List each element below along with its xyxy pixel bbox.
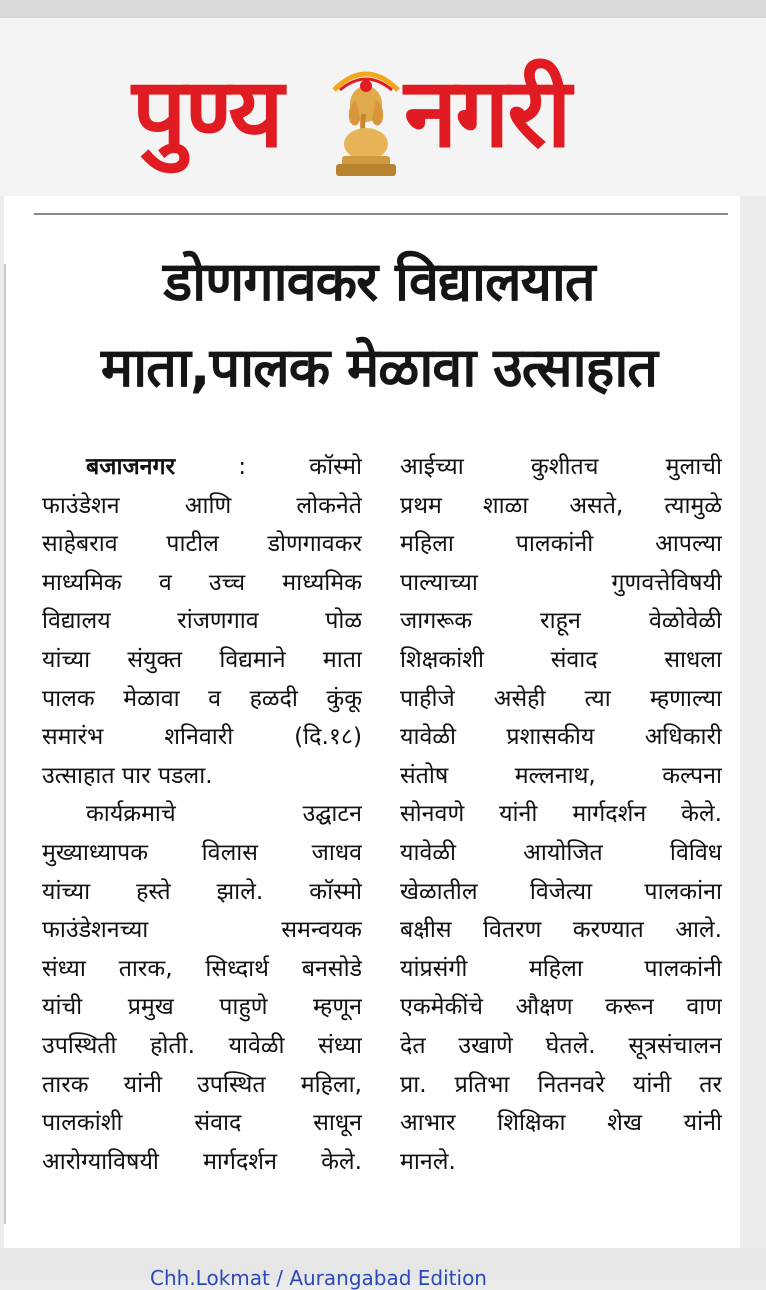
edition-caption-link[interactable]: Chh.Lokmat / Aurangabad Edition xyxy=(150,1266,487,1290)
article-line: फाउंडेशन आणि लोकनेते xyxy=(42,491,362,519)
masthead xyxy=(0,18,766,196)
article-line: तारक यांनी उपस्थित महिला, xyxy=(42,1070,362,1098)
article-line: यावेळी आयोजित विविध xyxy=(400,838,722,866)
logo-text-left: पुण्य xyxy=(132,57,282,169)
article-line: पालकांशी संवाद साधून xyxy=(42,1109,362,1137)
top-divider xyxy=(34,213,728,215)
article-line: माध्यमिक व उच्च माध्यमिक xyxy=(42,568,362,596)
headline-line-1: डोणगावकर विद्यालयात xyxy=(163,250,595,313)
article-line: सोनवणे यांनी मार्गदर्शन केले. xyxy=(400,800,722,828)
article-line-text: : कॉस्मो xyxy=(175,453,362,480)
article-line: बक्षीस वितरण करण्यात आले. xyxy=(400,916,722,944)
article-line: एकमेकींचे औक्षण करून वाण xyxy=(400,993,722,1021)
article-line: मुख्याध्यापक विलास जाधव xyxy=(42,838,362,866)
article-line: प्रथम शाळा असते, त्यामुळे xyxy=(400,491,722,519)
article-line: फाउंडेशनच्या समन्वयक xyxy=(42,916,362,944)
article-line: पाल्याच्या गुणवत्तेविषयी xyxy=(400,568,722,596)
news-clipping xyxy=(4,196,740,1248)
article-line: पाहीजे असेही त्या म्हणाल्या xyxy=(400,684,722,712)
article-line: संतोष मल्लनाथ, कल्पना xyxy=(400,761,722,789)
left-divider xyxy=(4,264,6,1224)
article-line: आईच्या कुशीतच मुलाची xyxy=(400,453,722,480)
article-line: आभार शिक्षिका शेख यांनी xyxy=(400,1109,722,1137)
top-strip xyxy=(0,0,766,18)
article-column-left xyxy=(42,448,362,1181)
article-line: पालक मेळावा व हळदी कुंकू xyxy=(42,684,362,712)
headline-line-2: माता,पालक मेळावा उत्साहात xyxy=(100,336,658,399)
article-line: जागरूक राहून वेळोवेळी xyxy=(400,607,722,635)
article-line: समारंभ शनिवारी (दि.१८) xyxy=(42,723,362,751)
article-line: संध्या तारक, सिध्दार्थ बनसोडे xyxy=(42,954,362,982)
article-line: मानले. xyxy=(400,1147,456,1175)
article-line: विद्यालय रांजणगाव पोळ xyxy=(42,607,362,635)
article-line: देत उखाणे घेतले. सूत्रसंचालन xyxy=(400,1031,722,1059)
article-line: यांची प्रमुख पाहुणे म्हणून xyxy=(42,993,362,1021)
article-line: आरोग्याविषयी मार्गदर्शन केले. xyxy=(42,1147,362,1175)
article-line: यांप्रसंगी महिला पालकांनी xyxy=(400,954,722,982)
article-line xyxy=(42,448,362,487)
article-line: यांच्या संयुक्त विद्यमाने माता xyxy=(42,645,362,673)
article-line: महिला पालकांनी आपल्या xyxy=(400,530,722,558)
article-line: खेळातील विजेत्या पालकांना xyxy=(400,877,722,905)
ganesha-icon xyxy=(326,60,406,180)
logo-text-right: नगरी xyxy=(404,57,570,169)
article-line: कार्यक्रमाचे उद्घाटन xyxy=(86,800,362,828)
article-column-right xyxy=(400,448,722,1181)
article-line: शिक्षकांशी संवाद साधला xyxy=(400,645,722,673)
article-line: यावेळी प्रशासकीय अधिकारी xyxy=(400,723,722,751)
article-line: प्रा. प्रतिभा नितनवरे यांनी तर xyxy=(400,1070,722,1098)
article-line: यांच्या हस्ते झाले. कॉस्मो xyxy=(42,877,362,905)
dateline: बजाजनगर xyxy=(86,453,176,480)
article-line: साहेबराव पाटील डोणगावकर xyxy=(42,530,362,558)
article-line: उपस्थिती होती. यावेळी संध्या xyxy=(42,1031,362,1059)
article-line: उत्साहात पार पडला. xyxy=(42,761,213,789)
